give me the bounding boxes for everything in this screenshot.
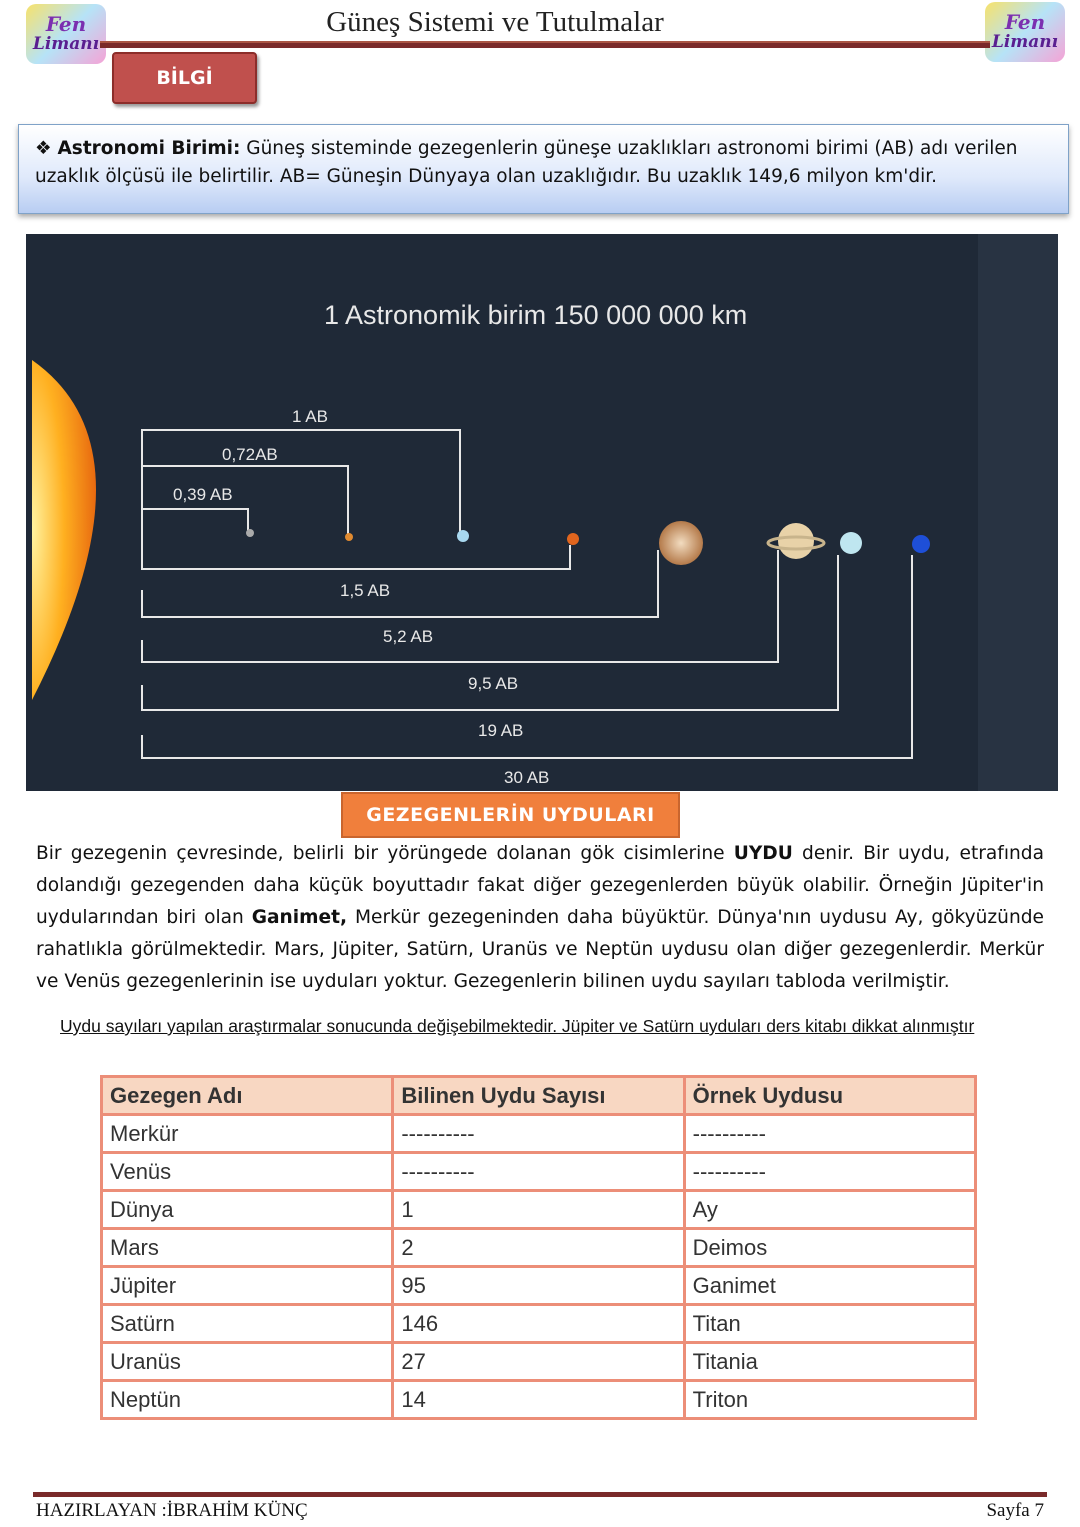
- sun: [32, 360, 96, 700]
- planet-uranus: [840, 532, 862, 554]
- table-cell: 95: [393, 1267, 684, 1305]
- table-cell: ----------: [684, 1115, 975, 1153]
- planet-earth: [457, 530, 469, 542]
- footer-page-number: Sayfa 7: [986, 1500, 1044, 1521]
- table-row: [102, 1267, 976, 1305]
- table-cell: Uranüs: [102, 1343, 393, 1381]
- table-cell: Jüpiter: [102, 1267, 393, 1305]
- table-cell: Deimos: [684, 1229, 975, 1267]
- table-cell: Ay: [684, 1191, 975, 1229]
- table-header-row: [102, 1077, 976, 1115]
- table-cell: 2: [393, 1229, 684, 1267]
- table-cell: 14: [393, 1381, 684, 1419]
- planet-neptune: [912, 535, 930, 553]
- planet-mercury: [246, 529, 254, 537]
- table-cell: Merkür: [102, 1115, 393, 1153]
- term-ganimet: Ganimet,: [251, 907, 348, 928]
- table-cell: ----------: [393, 1115, 684, 1153]
- table-cell: ----------: [393, 1153, 684, 1191]
- table-row: [102, 1153, 976, 1191]
- table-cell: Neptün: [102, 1381, 393, 1419]
- table-row: [102, 1115, 976, 1153]
- table-row: [102, 1229, 976, 1267]
- table-cell: 1: [393, 1191, 684, 1229]
- table-row: [102, 1191, 976, 1229]
- page-title: Güneş Sistemi ve Tutulmalar: [326, 6, 664, 38]
- moons-note: Uydu sayıları yapılan araştırmalar sonucunda değişebilmektedir. Jüpiter ve Satürn uyduları ders kitabı dikkat alınmıştır: [60, 1016, 975, 1036]
- label-venus: 0,72AB: [222, 445, 278, 464]
- column-header: Gezegen Adı: [102, 1077, 393, 1115]
- table-cell: ----------: [684, 1153, 975, 1191]
- label-mercury: 0,39 AB: [173, 485, 233, 504]
- column-header: Bilinen Uydu Sayısı: [393, 1077, 684, 1115]
- table-row: [102, 1381, 976, 1419]
- table-cell: 146: [393, 1305, 684, 1343]
- moons-paragraph: [36, 838, 1044, 998]
- bullet-icon: ❖: [35, 138, 52, 159]
- info-text: Güneş sisteminde gezegenlerin güneşe uzaklıkları astronomi birimi (AB) adı verilen uzaklık ölçüsü ile belirtilir. AB= Güneşin Dünyaya olan uzaklığıdır. Bu uzaklık 149,6 milyon km'dir.: [35, 138, 1018, 187]
- table-cell: Titan: [684, 1305, 975, 1343]
- planet-venus: [345, 533, 353, 541]
- table-cell: Ganimet: [684, 1267, 975, 1305]
- planet-jupiter: [659, 521, 703, 565]
- footer-rule: [33, 1492, 1047, 1497]
- footer-author: HAZIRLAYAN :İBRAHİM KÜNÇ: [36, 1500, 308, 1521]
- section-label-bilgi: BİLGİ: [112, 52, 257, 104]
- text: Bir gezegenin çevresinde, belirli bir yörüngede dolanan gök cisimlerine: [36, 843, 734, 864]
- logo-right: Fen Limanı: [985, 2, 1065, 62]
- label-uranus: 19 AB: [478, 721, 524, 740]
- table-cell: Triton: [684, 1381, 975, 1419]
- label-saturn: 9,5 AB: [468, 674, 519, 693]
- logo-left: Fen Limanı: [26, 4, 106, 64]
- column-header: Örnek Uydusu: [684, 1077, 975, 1115]
- table-cell: Venüs: [102, 1153, 393, 1191]
- table-cell: Titania: [684, 1343, 975, 1381]
- label-mars: 1,5 AB: [340, 581, 391, 600]
- table-cell: Mars: [102, 1229, 393, 1267]
- section-title-moons: GEZEGENLERİN UYDULARI: [341, 792, 680, 838]
- planet-saturn: [768, 523, 824, 559]
- info-term: Astronomi Birimi:: [57, 138, 241, 159]
- text: denir. Bir uydu, etrafında dolandığı gezegenden daha küçük boyuttadır fakat diğer gezegenlerden büyük olabilir. Örneğin Jüpiter'in uydularından biri olan: [36, 843, 1044, 928]
- label-jupiter: 5,2 AB: [383, 627, 434, 646]
- table-row: [102, 1305, 976, 1343]
- table-cell: 27: [393, 1343, 684, 1381]
- label-neptune: 30 AB: [504, 768, 550, 787]
- table-row: [102, 1343, 976, 1381]
- moons-table: [100, 1075, 977, 1420]
- table-cell: Dünya: [102, 1191, 393, 1229]
- term-uydu: UYDU: [733, 843, 793, 864]
- planet-mars: [567, 533, 579, 545]
- text: Merkür gezegeninden daha büyüktür. Dünya'nın uydusu Ay, gökyüzünde rahatlıkla görülmektedir. Mars, Jüpiter, Satürn, Uranüs ve Neptün uydusu olan diğer gezegenlerdir. Merkür ve Venüs gezegenlerinin ise uyduları yoktur. Gezegenlerin bilinen uydu sayıları tabloda verilmiştir.: [36, 907, 1044, 992]
- label-earth: 1 AB: [292, 407, 328, 426]
- table-cell: Satürn: [102, 1305, 393, 1343]
- diagram-title: 1 Astronomik birim 150 000 000 km: [324, 300, 748, 330]
